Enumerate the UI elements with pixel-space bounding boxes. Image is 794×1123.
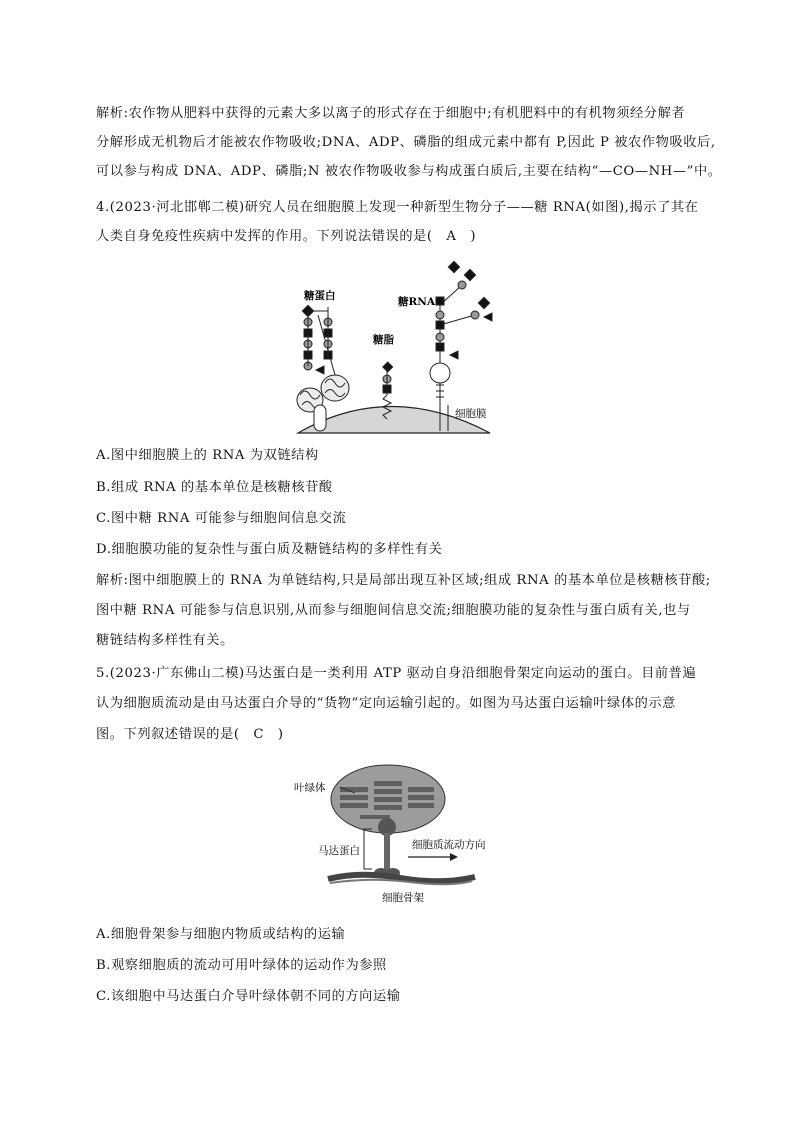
label-glycolipid: 糖脂 xyxy=(373,334,394,346)
q5-option-c: C.该细胞中马达蛋白介导叶绿体朝不同的方向运输 xyxy=(96,989,401,1004)
label-cytoskeleton: 细胞骨架 xyxy=(382,892,424,904)
q4-option-b: B.组成 RNA 的基本单位是核糖核苷酸 xyxy=(96,480,333,495)
label-glycoprotein: 糖蛋白 xyxy=(304,290,336,302)
q4-analysis-line-1: 解析:图中细胞膜上的 RNA 为单链结构,只是局部出现互补区域;组成 RNA 的基本单位是核糖核苷酸; xyxy=(96,573,711,588)
motor-protein-figure xyxy=(294,765,500,905)
q4-analysis-line-3: 糖链结构多样性有关。 xyxy=(96,633,234,648)
analysis-prev-line-1: 解析:农作物从肥料中获得的元素大多以离子的形式存在于细胞中;有机肥料中的有机物须经分解者 xyxy=(96,106,686,121)
label-membrane: 细胞膜 xyxy=(455,408,487,420)
q4-stem-line-2: 人类自身免疫性疾病中发挥的作用。下列说法错误的是( A ) xyxy=(96,229,477,244)
label-motor-protein: 马达蛋白 xyxy=(318,845,360,857)
analysis-prev-line-3: 可以参与构成 DNA、ADP、磷脂;N 被农作物吸收参与构成蛋白质后,主要在结构“—CO—NH—”中。 xyxy=(96,164,722,179)
q5-option-b: B.观察细胞质的流动可用叶绿体的运动作为参照 xyxy=(96,958,387,973)
label-chloroplast: 叶绿体 xyxy=(294,782,326,794)
q4-stem-line-1: 4.(2023·河北邯郸二模)研究人员在细胞膜上发现一种新型生物分子——糖 RNA(如图),揭示了其在 xyxy=(96,200,699,215)
q4-option-c: C.图中糖 RNA 可能参与细胞间信息交流 xyxy=(96,511,347,526)
label-glycorna: 糖RNA xyxy=(398,296,435,308)
q4-analysis-line-2: 图中糖 RNA 可能参与信息识别,从而参与细胞间信息交流;细胞膜功能的复杂性与蛋白质有关,也与 xyxy=(96,603,691,618)
q5-stem-line-3: 图。下列叙述错误的是( C ) xyxy=(96,727,284,742)
q5-stem-line-2: 认为细胞质流动是由马达蛋白介导的“货物”定向运输引起的。如图为马达蛋白运输叶绿体的示意 xyxy=(96,696,676,711)
label-flow-direction: 细胞质流动方向 xyxy=(412,839,486,851)
q5-option-a: A.细胞骨架参与细胞内物质或结构的运输 xyxy=(96,927,346,942)
q4-option-d: D.细胞膜功能的复杂性与蛋白质及糖链结构的多样性有关 xyxy=(96,542,443,557)
q4-option-a: A.图中细胞膜上的 RNA 为双链结构 xyxy=(96,448,319,463)
q5-stem-line-1: 5.(2023·广东佛山二模)马达蛋白是一类利用 ATP 驱动自身沿细胞骨架定向运动的蛋白。目前普遍 xyxy=(96,666,697,681)
analysis-prev-line-2: 分解形成无机物后才能被农作物吸收;DNA、ADP、磷脂的组成元素中都有 P,因此 P 被农作物吸收后, xyxy=(96,135,716,150)
glyco-rna-figure xyxy=(290,255,500,435)
glyco-rna-structure xyxy=(430,261,492,431)
glycoprotein-chain xyxy=(302,305,332,374)
